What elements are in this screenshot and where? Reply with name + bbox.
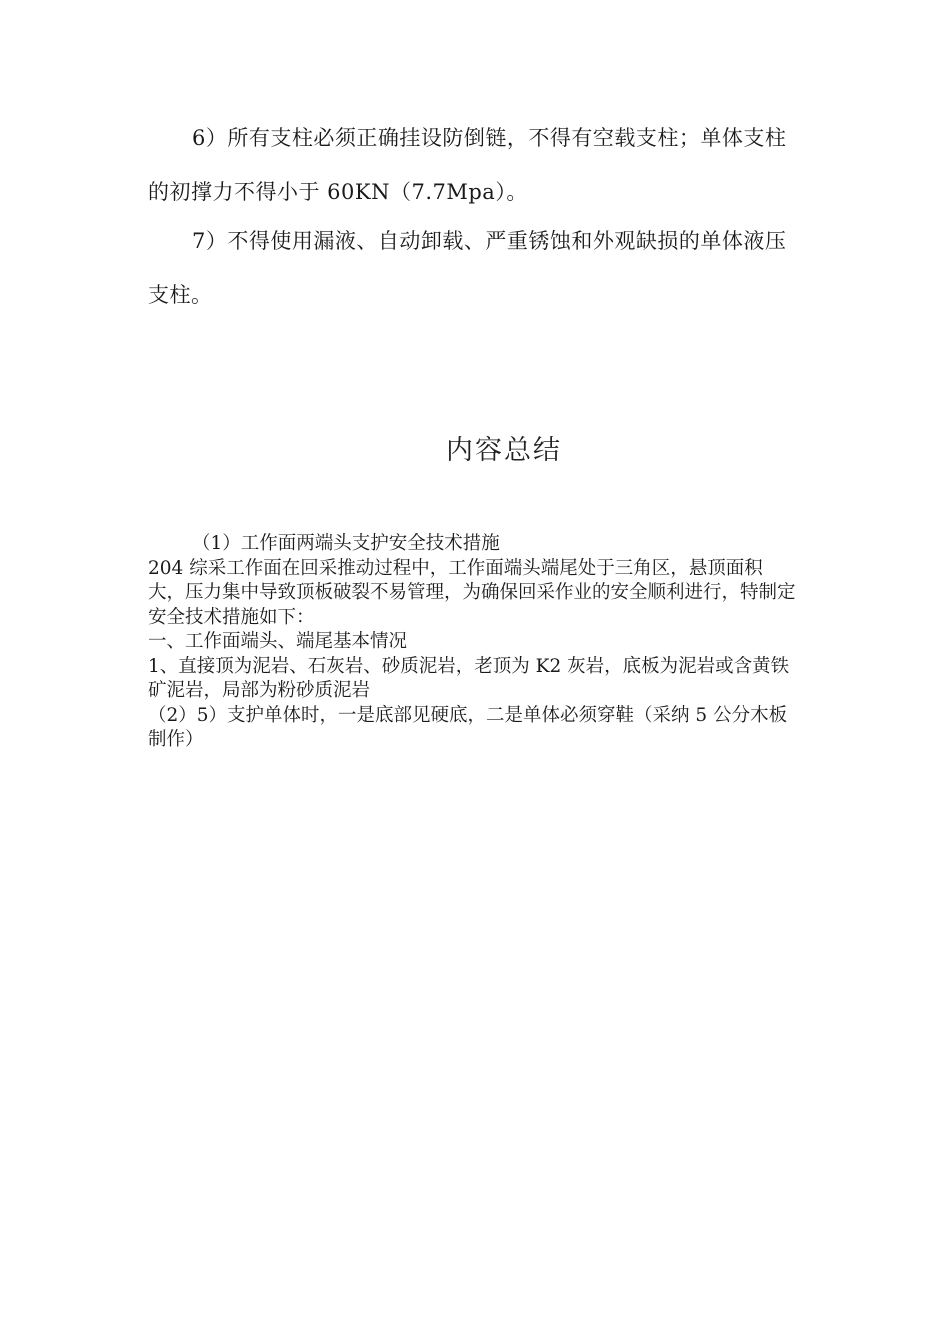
summary-line-4: 1、直接顶为泥岩、石灰岩、砂质泥岩，老顶为 K2 灰岩，底板为泥岩或含黄铁矿泥岩，局部为粉砂质泥岩 <box>148 655 790 701</box>
summary-line-5: （2）5）支护单体时，一是底部见硬底，二是单体必须穿鞋（采纳 5 公分木板制作） <box>148 704 788 750</box>
summary-line-3: 一、工作面端头、端尾基本情况 <box>148 631 408 652</box>
paragraph-text: 7）不得使用漏液、自动卸载、严重锈蚀和外观缺损的单体液压支柱。 <box>148 229 787 307</box>
paragraph-item-7 <box>148 214 798 322</box>
paragraph-item-6 <box>148 111 798 219</box>
summary-body <box>148 532 798 753</box>
paragraph-text: 6）所有支柱必须正确挂设防倒链，不得有空载支柱；单体支柱的初撑力不得小于 60KN（7.7Mpa）。 <box>148 126 787 204</box>
summary-line-1: （1）工作面两端头支护安全技术措施 <box>192 533 500 554</box>
summary-heading: 内容总结 <box>446 435 562 466</box>
summary-line-2: 204 综采工作面在回采推动过程中，工作面端头端尾处于三角区，悬顶面积大，压力集中导致顶板破裂不易管理，为确保回采作业的安全顺利进行，特制定安全技术措施如下： <box>148 557 796 628</box>
